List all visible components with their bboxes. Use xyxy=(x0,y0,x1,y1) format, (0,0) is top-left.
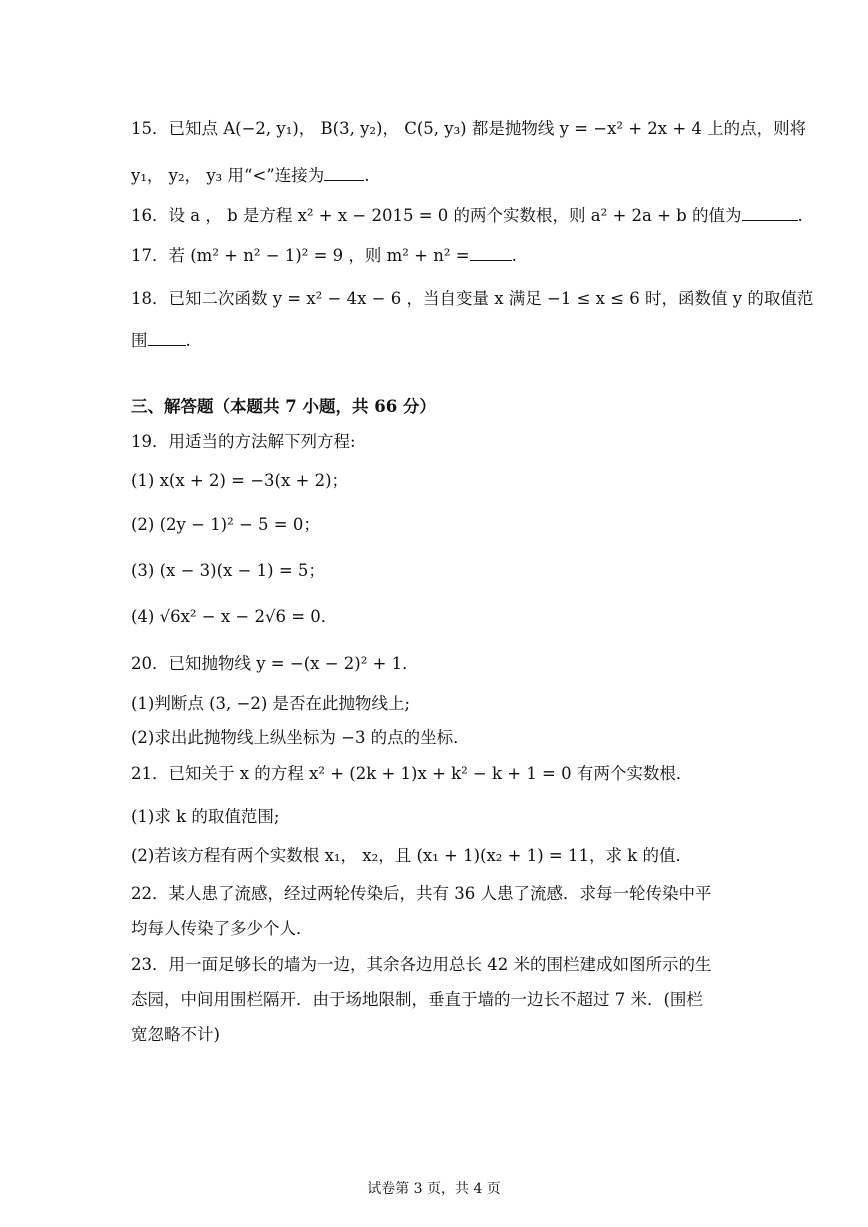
q16 xyxy=(131,203,803,227)
q22-line1: 22．某人患了流感，经过两轮传染后，共有 36 人患了流感．求每一轮传染中平 xyxy=(131,884,712,903)
q15-end: . xyxy=(364,166,370,185)
q18-line2 xyxy=(131,328,191,352)
q23-line1: 23．用一面足够长的墙为一边，其余各边用总长 42 米的围栏建成如图所示的生 xyxy=(131,955,712,974)
q21-part1: (1)求 k 的取值范围; xyxy=(131,807,280,826)
q17-answer-blank[interactable] xyxy=(470,243,512,261)
q18-answer-blank[interactable] xyxy=(148,328,186,346)
q15-answer-blank[interactable] xyxy=(324,163,364,181)
q20-part1: (1)判断点 (3, −2) 是否在此抛物线上; xyxy=(131,694,411,713)
q20: 20．已知抛物线 y = −(x − 2)² + 1． xyxy=(131,654,419,673)
q16-text: 16．设 a ， b 是方程 x² + x − 2015 = 0 的两个实数根，则 a² + 2a + b 的值为 xyxy=(131,206,742,225)
q22-line2: 均每人传染了多少个人． xyxy=(131,919,313,938)
q23-line3: 宽忽略不计) xyxy=(131,1025,220,1044)
q19-part3: (3) (x − 3)(x − 1) = 5； xyxy=(131,561,325,580)
q18-end: . xyxy=(185,331,191,350)
q16-end: . xyxy=(797,206,803,225)
q17-text: 17．若 (m² + n² − 1)² = 9 ，则 m² + n² = xyxy=(131,246,470,265)
q17 xyxy=(131,243,517,267)
q18-text: 围 xyxy=(131,331,148,350)
section-heading: 三、解答题（本题共 7 小题，共 66 分） xyxy=(131,397,436,416)
q21-part2: (2)若该方程有两个实数根 x₁， x₂，且 (x₁ + 1)(x₂ + 1) = 11，求 k 的值． xyxy=(131,846,692,865)
q18-line1: 18．已知二次函数 y = x² − 4x − 6 ，当自变量 x 满足 −1 ≤ x ≤ 6 时，函数值 y 的取值范 xyxy=(131,289,814,308)
q19: 19．用适当的方法解下列方程: xyxy=(131,432,356,451)
q21: 21．已知关于 x 的方程 x² + (2k + 1)x + k² − k + 1 = 0 有两个实数根． xyxy=(131,764,693,783)
q19-part2: (2) (2y − 1)² − 5 = 0； xyxy=(131,515,320,534)
q15-text: y₁， y₂， y₃ 用“<”连接为 xyxy=(131,166,325,185)
q16-answer-blank[interactable] xyxy=(742,203,798,221)
q15-line2 xyxy=(131,163,370,187)
q19-part4: (4) √6x² − x − 2√6 = 0． xyxy=(131,607,338,626)
q17-end: . xyxy=(511,246,517,265)
q23-line2: 态园，中间用围栏隔开．由于场地限制，垂直于墙的一边长不超过 7 米．(围栏 xyxy=(131,990,703,1009)
q19-part1: (1) x(x + 2) = −3(x + 2)； xyxy=(131,471,349,490)
q15-line1: 15．已知点 A(−2, y₁)， B(3, y₂)， C(5, y₃) 都是抛物线 y = −x² + 2x + 4 上的点，则将 xyxy=(131,119,807,138)
page-footer: 试卷第 3 页，共 4 页 xyxy=(367,1181,501,1197)
q20-part2: (2)求出此抛物线上纵坐标为 −3 的点的坐标． xyxy=(131,728,470,747)
